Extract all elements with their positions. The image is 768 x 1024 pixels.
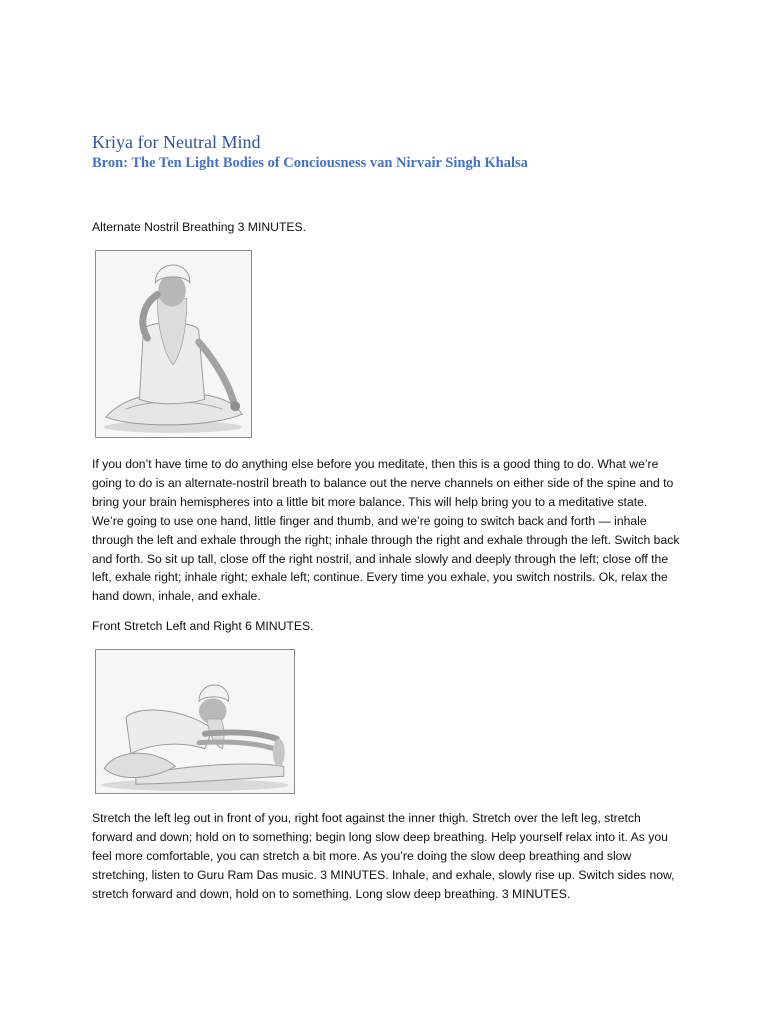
document-title: Kriya for Neutral Mind xyxy=(92,132,261,152)
step-1-heading: Alternate Nostril Breathing 3 MINUTES. xyxy=(92,220,307,234)
seated-meditation-figure-image xyxy=(96,251,251,437)
forward-stretch-figure-image xyxy=(96,650,294,793)
step-2-heading: Front Stretch Left and Right 6 MINUTES. xyxy=(92,619,314,633)
document-subtitle: Bron: The Ten Light Bodies of Conciousness van Nirvair Singh Khalsa xyxy=(92,155,528,171)
step-2-paragraph: Stretch the left leg out in front of you, right foot against the inner thigh. Stretch over the left leg, stretch forward and down; hold on to something; begin long slow deep breathing. Help yourself relax into it. As you feel more comfortable, you can stretch a bit more. As you’re doing the slow deep breathing and slow stretching, listen to Guru Ram Das music. 3 MINUTES. Inhale, and exhale, slowly rise up. Switch sides now, stretch forward and down, hold on to something. Long slow deep breathing. 3 MINUTES. xyxy=(92,811,675,901)
front-stretch-photo xyxy=(95,649,295,794)
step-1-paragraph: If you don’t have time to do anything else before you meditate, then this is a good thing to do. What we’re going to do is an alternate-nostril breath to balance out the nerve channels on either side of the spine and to bring your brain hemispheres into a little bit more balance. This will help bring you to a meditative state. We’re going to use one hand, little finger and thumb, and we’re going to switch back and forth — inhale through the left and exhale through the right; inhale through the right and exhale through the left. Switch back and forth. So sit up tall, close off the right nostril, and inhale slowly and deeply through the left; close off the left, exhale right; inhale right; exhale left; continue. Every time you exhale, you switch nostrils. Ok, relax the hand down, inhale, and exhale. xyxy=(92,457,680,604)
alternate-nostril-breathing-photo xyxy=(95,250,252,438)
